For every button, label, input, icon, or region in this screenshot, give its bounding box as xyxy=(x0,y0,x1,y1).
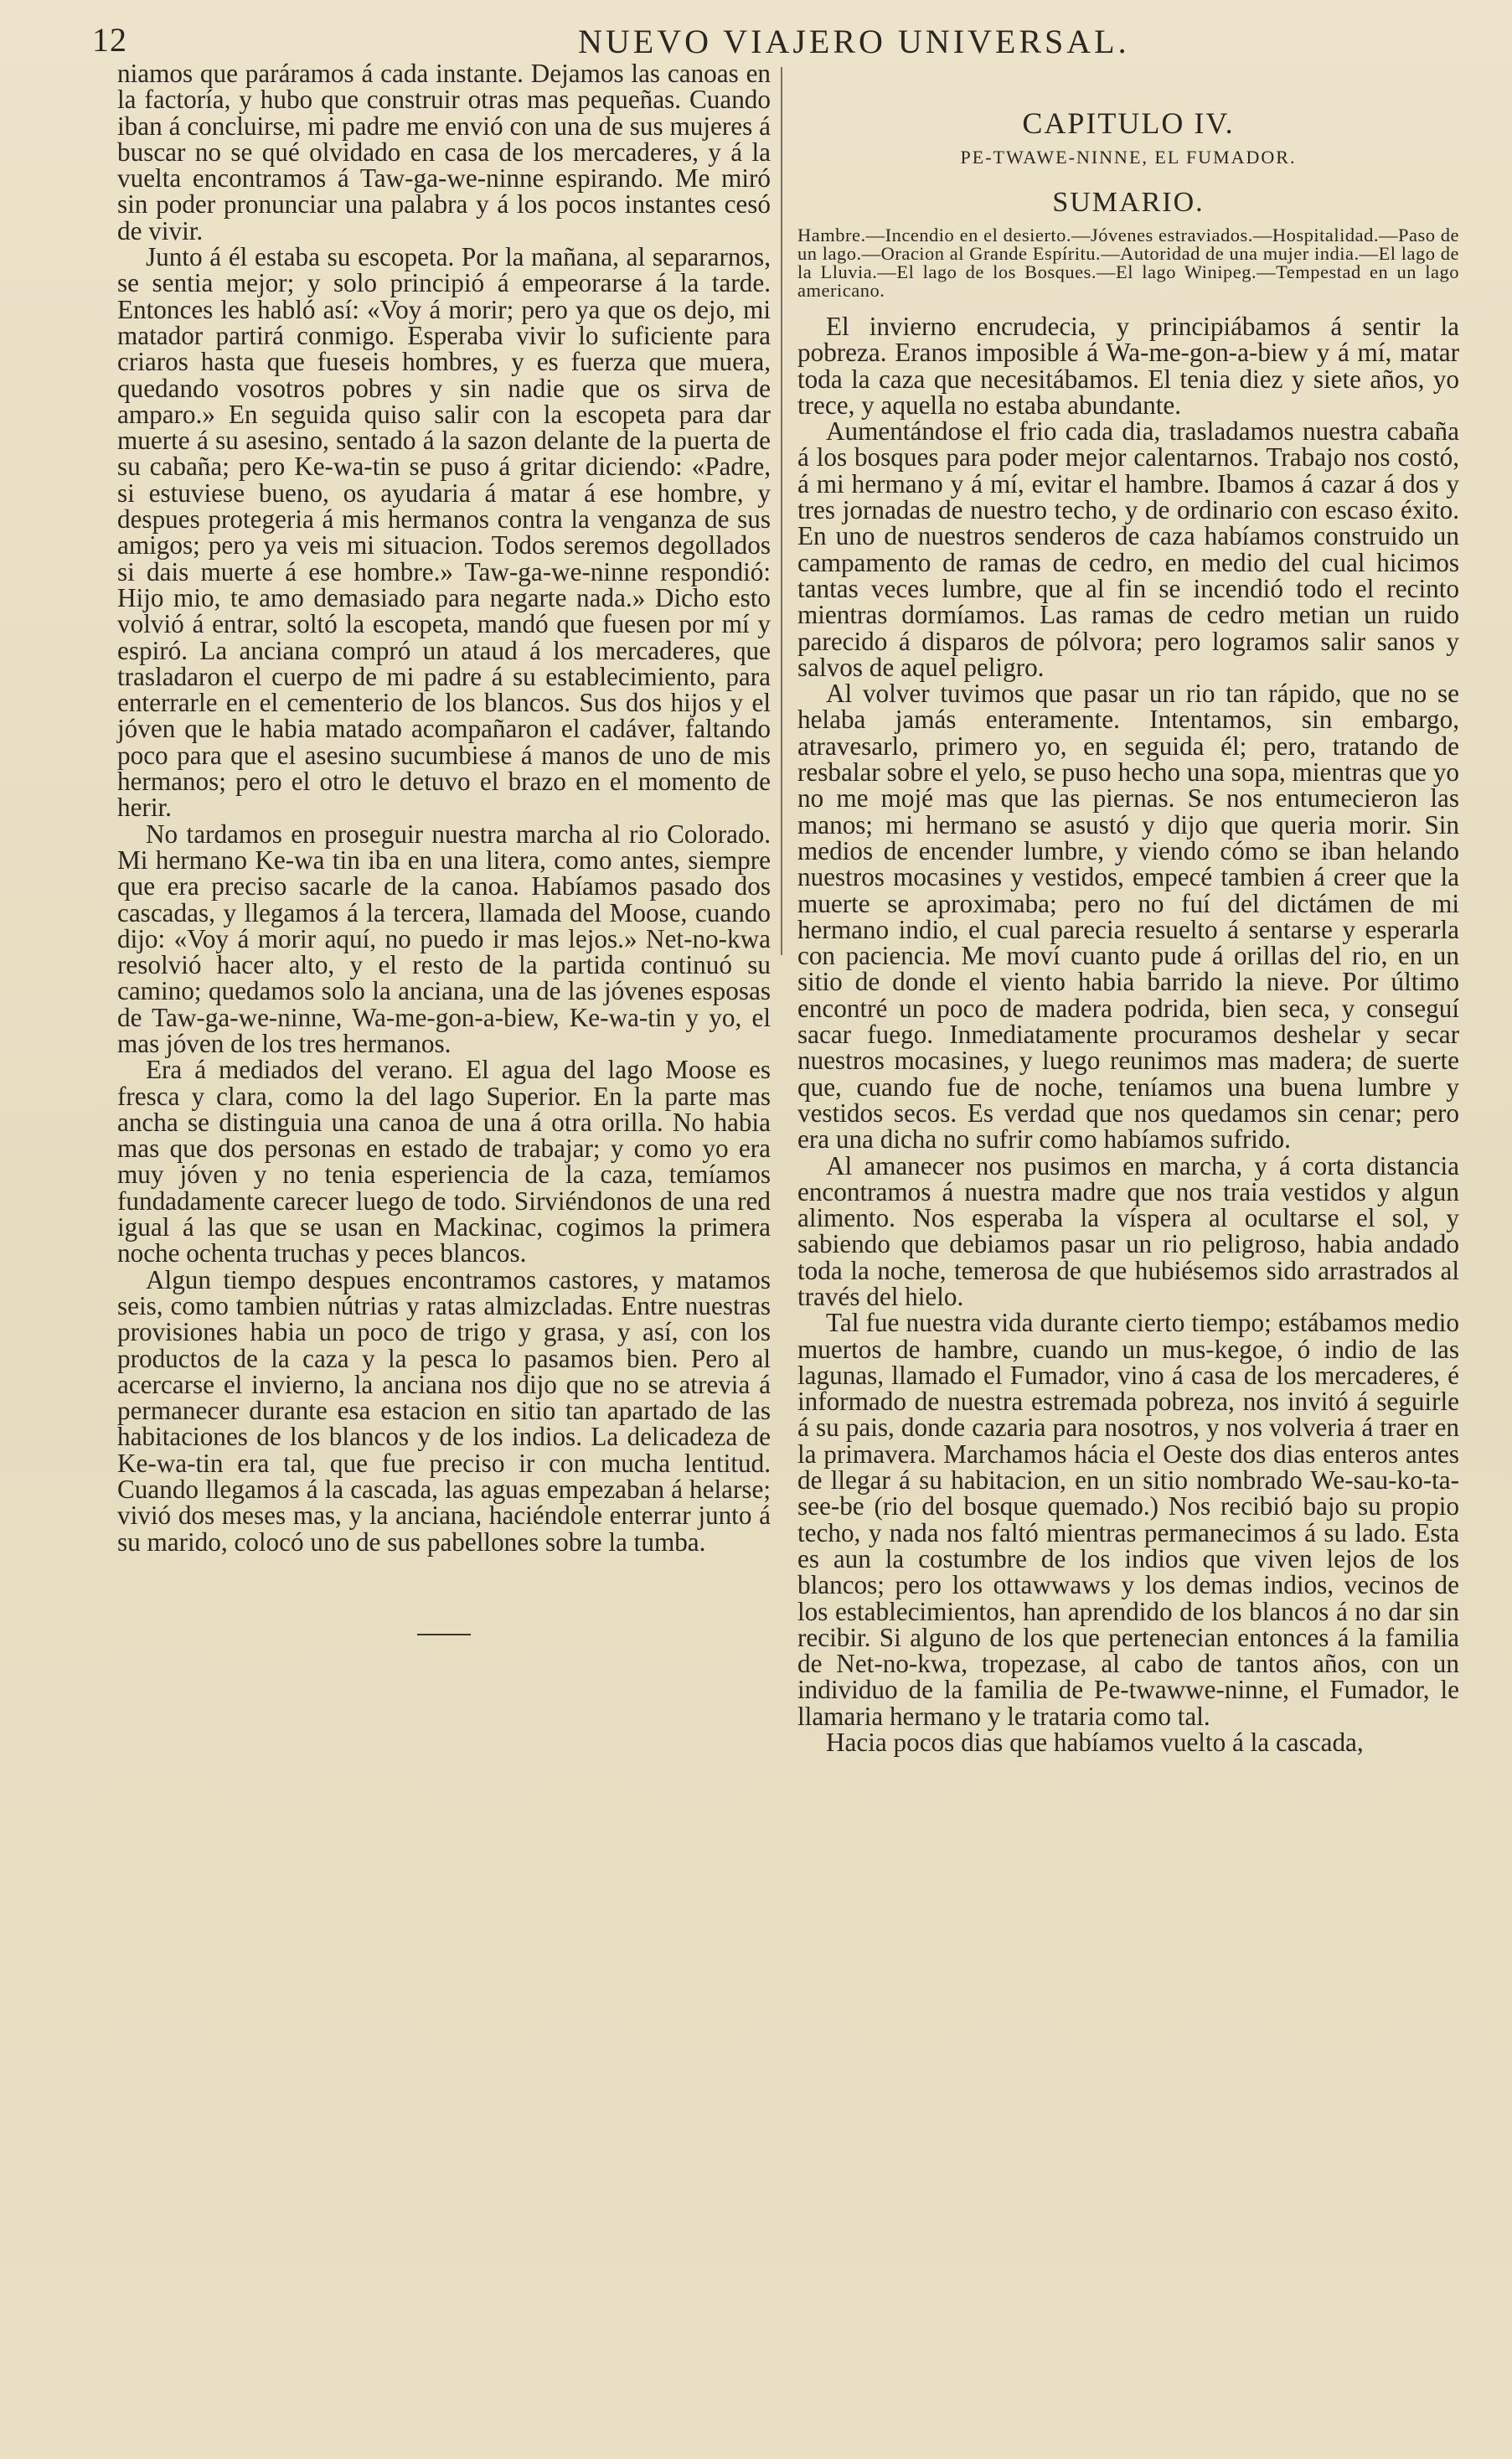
paragraph: El invierno encrudecia, y principiábamos á sentir la pobreza. Eranos imposible á Wa-me-gon-a-biew y á mí, matar toda la caza que necesitábamos. El tenia diez y siete años, yo trece, y aquella no estaba abundante. xyxy=(797,312,1459,420)
chapter-title: CAPITULO IV. xyxy=(1022,106,1235,140)
summary-heading: SUMARIO. xyxy=(1052,187,1205,218)
paragraph: Al amanecer nos pusimos en marcha, y á corta distancia encontramos á nuestra madre que nos traia vestidos y algun alimento. Nos esperaba la víspera al ocultarse el sol, y sabiendo que debiamos pasar un rio peligroso, habia andado toda la noche, temerosa de que hubiésemos sido arrastrados al través del hielo. xyxy=(797,1150,1459,1311)
summary-text: Hambre.—Incendio en el desierto.—Jóvenes estraviados.—Hospitalidad.—Paso de un lago.—Oracion al Grande Espíritu.—Autoridad de una mujer india.—El lago de la Lluvia.—El lago de los Bosques.—El lago Winipeg.—Tempestad en un lago americano. xyxy=(797,225,1459,301)
left-column xyxy=(117,60,771,2423)
paragraph: Aumentándose el frio cada dia, trasladamos nuestra cabaña á los bosques para poder mejor calentarnos. Trabajo nos costó, á mi hermano y á mí, evitar el hambre. Ibamos á cazar á dos y tres jornadas de nuestro techo, y de ordinario con escaso éxito. En uno de nuestros senderos de caza habíamos construido un campamento de ramas de cedro, en medio del cual hicimos tantas veces lumbre, que al fin se incendió todo el recinto mientras dormíamos. Las ramas de cedro metian un ruido parecido á disparos de pólvora; pero logramos salir sanos y salvos de aquel peligro. xyxy=(797,416,1459,682)
right-column xyxy=(797,60,1459,2440)
paragraph: Era á mediados del verano. El agua del lago Moose es fresca y clara, como la del lago Superior. En la parte mas ancha se distinguia una canoa de una á otra orilla. No habia mas que dos personas en estado de trabajar; y como yo era muy jóven y no tenia esperiencia de la caza, temíamos fundadamente carecer luego de todo. Sirviéndonos de una red igual á las que se usan en Mackinac, cogimos la primera noche ochenta truchas y peces blancos. xyxy=(117,1055,771,1268)
column-rule xyxy=(781,67,782,955)
paragraph: Algun tiempo despues encontramos castores, y matamos seis, como tambien nútrias y ratas almizcladas. Entre nuestras provisiones habia un poco de trigo y grasa, y así, con los productos de la caza y la pesca lo pasamos bien. Pero al acercarse el invierno, la anciana nos dijo que no se atrevia á permanecer durante esa estacion en sitio tan apartado de las habitaciones de los blancos y de los indios. La delicadeza de Ke-wa-tin era tal, que fue preciso ir con mucha lentitud. Cuando llegamos á la cascada, las aguas empezaban á helarse; vivió dos meses mas, y la anciana, haciéndole enterrar junto á su marido, colocó uno de sus pabellones sobre la tumba. xyxy=(117,1264,771,1557)
paragraph: Tal fue nuestra vida durante cierto tiempo; estábamos medio muertos de hambre, cuando un mus-kegoe, ó indio de las lagunas, llamado el Fumador, vino á casa de los mercaderes, é informado de nuestra estremada pobreza, nos invitó á seguirle á su pais, donde cazaria para nosotros, y nos volveria á traer en la primavera. Marchamos hácia el Oeste dos dias enteros antes de llegar á su habitacion, en un sitio nombrado We-sau-ko-ta-see-be (rio del bosque quemado.) Nos recibió bajo su propio techo, y nada nos faltó mientras permanecimos á su lado. Esta es aun la costumbre de los indios que viven lejos de los blancos; pero los ottawwaws y los demas indios, vecinos de los establecimientos, han aprendido de los blancos á no dar sin recibir. Si alguno de los que pertenecian entonces á la familia de Net-no-kwa, tropezase, al cabo de tantos años, con un individuo de la familia de Pe-twawwe-ninne, el Fumador, le llamaria hermano y le trataria como tal. xyxy=(797,1308,1459,1731)
page-number: 12 xyxy=(92,21,127,59)
paragraph: Junto á él estaba su escopeta. Por la mañana, al separarnos, se sentia mejor; y solo principió á empeorarse á la tarde. Entonces les habló así: «Voy á morir; pero ya que os dejo, mi matador partirá conmigo. Esperaba vivir lo suficiente para criaros hasta que fueseis hombres, y es fuerza que muera, quedando vosotros pobres y sin nadie que os sirva de amparo.» En seguida quiso salir con la escopeta para dar muerte á su asesino, sentado á la sazon delante de la puerta de su cabaña; pero Ke-wa-tin se puso á gritar diciendo: «Padre, si estuviese bueno, os ayudaria á matar á ese hombre, y despues protegeria á mis hermanos contra la venganza de sus amigos; pero ya veis mi situacion. Todos seremos degollados si dais muerte á ese hombre.» Taw-ga-we-ninne respondió: Hijo mio, te amo demasiado para negarte nada.» Dicho esto volvió á entrar, soltó la escopeta, mandó que fuesen por mí y espiró. La anciana compró un ataud á los mercaderes, que trasladaron el cuerpo de mi padre á su establecimiento, para enterrarle en el cementerio de los blancos. Sus dos hijos y el jóven que le habia matado acompañaron el cadáver, faltando poco para que el asesino sucumbiese á manos de uno de mis hermanos; pero el otro le detuvo el brazo en el momento de herir. xyxy=(117,242,771,823)
paragraph: Al volver tuvimos que pasar un rio tan rápido, que no se helaba jamás enteramente. Intentamos, sin embargo, atravesarlo, primero yo, en seguida él; pero, tratando de resbalar sobre el yelo, se puso hecho una sopa, mientras que yo no me mojé mas que las piernas. Se nos entumecieron las manos; mi hermano se asustó y dijo que queria morir. Sin medios de encender lumbre, y viendo cómo se iban helando nuestros mocasines y vestidos, empecé tambien á creer que la muerte se aproximaba; pero no fuí del dictámen de mi hermano indio, el cual parecia resuelto á sentarse y esperarla con paciencia. Me moví cuanto pude á orillas del rio, en un sitio de donde el viento habia barrido la nieve. Por último encontré un poco de madera podrida, bien seca, y conseguí sacar fuego. Inmediatamente procuramos deshelar y secar nuestros mocasines, y luego reunimos mas madera; de suerte que, cuando fue de noche, teníamos una buena lumbre y vestidos secos. Es verdad que nos quedamos sin cenar; pero era una dicha no sufrir como habíamos sufrido. xyxy=(797,679,1459,1155)
running-title: NUEVO VIAJERO UNIVERSAL. xyxy=(578,23,1130,60)
paragraph: Hacia pocos dias que habíamos vuelto á la cascada, xyxy=(826,1728,1364,1758)
paragraph: No tardamos en proseguir nuestra marcha al rio Colorado. Mi hermano Ke-wa tin iba en una litera, como antes, siempre que era preciso sacarle de la canoa. Habíamos pasado dos cascadas, y llegamos á la tercera, llamada del Moose, cuando dijo: «Voy á morir aquí, no puedo ir mas lejos.» Net-no-kwa resolvió hacer alto, y el resto de la partida continuó su camino; quedamos solo la anciana, una de las jóvenes esposas de Taw-ga-we-ninne, Wa-me-gon-a-biew, Ke-wa-tin y yo, el mas jóven de los tres hermanos. xyxy=(117,819,771,1058)
section-end-rule xyxy=(117,1614,771,1640)
chapter-subtitle: PE-TWAWE-NINNE, EL FUMADOR. xyxy=(960,147,1297,168)
paragraph: niamos que paráramos á cada instante. Dejamos las canoas en la factoría, y hubo que construir otras mas pequeñas. Cuando iban á concluirse, mi padre me envió con una de sus mujeres á buscar no se qué olvidado en casa de los mercaderes, y á la vuelta encontramos á Taw-ga-we-ninne espirando. Me miró sin poder pronunciar una palabra y á los pocos instantes cesó de vivir. xyxy=(117,59,771,245)
page-header xyxy=(92,15,1466,62)
